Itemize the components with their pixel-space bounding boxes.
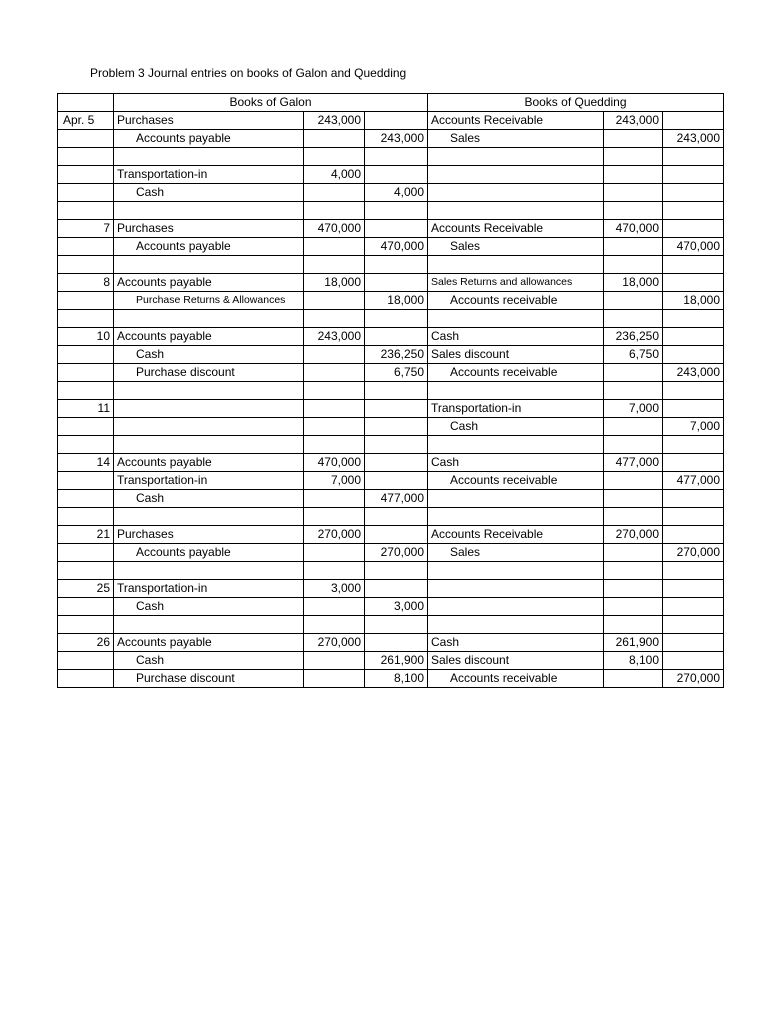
quedding-debit-cell: [604, 436, 663, 454]
quedding-debit-cell: 261,900: [604, 634, 663, 652]
journal-row: [58, 562, 724, 580]
quedding-debit-cell: [604, 544, 663, 562]
galon-account-cell: [114, 562, 304, 580]
quedding-credit-cell: [663, 508, 724, 526]
date-cell: 10: [58, 328, 114, 346]
galon-account-cell: Cash: [114, 598, 304, 616]
journal-row: [58, 166, 724, 184]
galon-credit-cell: [365, 382, 428, 400]
galon-debit-cell: 4,000: [304, 166, 365, 184]
galon-debit-cell: [304, 616, 365, 634]
date-cell: [58, 652, 114, 670]
galon-debit-cell: [304, 382, 365, 400]
quedding-debit-cell: 18,000: [604, 274, 663, 292]
galon-credit-cell: 470,000: [365, 238, 428, 256]
journal-row: [58, 544, 724, 562]
quedding-debit-cell: [604, 166, 663, 184]
galon-account-cell: Accounts payable: [114, 238, 304, 256]
galon-account-cell: Transportation-in: [114, 166, 304, 184]
journal-table: [57, 93, 724, 688]
quedding-debit-cell: 243,000: [604, 112, 663, 130]
quedding-credit-cell: [663, 202, 724, 220]
quedding-debit-cell: 7,000: [604, 400, 663, 418]
date-cell: [58, 166, 114, 184]
quedding-debit-cell: 270,000: [604, 526, 663, 544]
galon-debit-cell: [304, 202, 365, 220]
quedding-credit-cell: [663, 490, 724, 508]
quedding-account-cell: Cash: [428, 418, 604, 436]
quedding-credit-cell: 270,000: [663, 670, 724, 688]
date-cell: [58, 202, 114, 220]
quedding-account-cell: [428, 508, 604, 526]
journal-row: [58, 418, 724, 436]
quedding-debit-cell: [604, 310, 663, 328]
journal-row: [58, 382, 724, 400]
date-cell: [58, 184, 114, 202]
galon-account-cell: [114, 148, 304, 166]
date-cell: [58, 256, 114, 274]
galon-debit-cell: [304, 256, 365, 274]
date-cell: 14: [58, 454, 114, 472]
galon-account-cell: [114, 310, 304, 328]
document-title: Problem 3 Journal entries on books of Galon and Quedding: [90, 66, 407, 80]
date-cell: [58, 562, 114, 580]
galon-credit-cell: 18,000: [365, 292, 428, 310]
quedding-account-cell: Sales Returns and allowances: [428, 274, 604, 292]
galon-account-cell: Transportation-in: [114, 580, 304, 598]
journal-row: [58, 508, 724, 526]
quedding-credit-cell: [663, 616, 724, 634]
galon-account-cell: Accounts payable: [114, 634, 304, 652]
date-cell: [58, 238, 114, 256]
galon-credit-cell: [365, 634, 428, 652]
quedding-credit-cell: [663, 148, 724, 166]
quedding-account-cell: [428, 382, 604, 400]
quedding-credit-cell: [663, 526, 724, 544]
galon-account-cell: Accounts payable: [114, 274, 304, 292]
galon-credit-cell: [365, 256, 428, 274]
quedding-credit-cell: [663, 382, 724, 400]
galon-credit-cell: [365, 274, 428, 292]
date-cell: 11: [58, 400, 114, 418]
date-cell: [58, 616, 114, 634]
journal-row: [58, 184, 724, 202]
journal-row: [58, 328, 724, 346]
galon-debit-cell: [304, 490, 365, 508]
quedding-credit-cell: [663, 400, 724, 418]
galon-debit-cell: 3,000: [304, 580, 365, 598]
galon-account-cell: Transportation-in: [114, 472, 304, 490]
quedding-account-cell: Accounts receivable: [428, 364, 604, 382]
quedding-account-cell: Accounts receivable: [428, 472, 604, 490]
galon-credit-cell: [365, 166, 428, 184]
galon-debit-cell: [304, 364, 365, 382]
galon-debit-cell: 470,000: [304, 454, 365, 472]
galon-debit-cell: 270,000: [304, 526, 365, 544]
quedding-credit-cell: 243,000: [663, 130, 724, 148]
date-cell: [58, 544, 114, 562]
galon-account-cell: Purchases: [114, 112, 304, 130]
journal-row: [58, 292, 724, 310]
galon-debit-cell: 470,000: [304, 220, 365, 238]
galon-credit-cell: [365, 310, 428, 328]
galon-account-cell: [114, 400, 304, 418]
galon-debit-cell: [304, 310, 365, 328]
journal-row: [58, 220, 724, 238]
quedding-credit-cell: [663, 580, 724, 598]
journal-row: [58, 346, 724, 364]
journal-body: [58, 112, 724, 688]
quedding-account-cell: Accounts Receivable: [428, 220, 604, 238]
quedding-credit-cell: [663, 256, 724, 274]
quedding-account-cell: [428, 202, 604, 220]
quedding-account-cell: Sales: [428, 238, 604, 256]
journal-row: [58, 274, 724, 292]
quedding-account-cell: Accounts receivable: [428, 292, 604, 310]
quedding-debit-cell: [604, 598, 663, 616]
journal-row: [58, 616, 724, 634]
galon-credit-cell: [365, 112, 428, 130]
quedding-account-cell: Cash: [428, 328, 604, 346]
galon-debit-cell: 243,000: [304, 112, 365, 130]
journal-row: [58, 130, 724, 148]
quedding-debit-cell: 236,250: [604, 328, 663, 346]
galon-account-cell: Purchase discount: [114, 364, 304, 382]
journal-row: [58, 436, 724, 454]
date-cell: [58, 418, 114, 436]
quedding-credit-cell: [663, 274, 724, 292]
quedding-debit-cell: [604, 580, 663, 598]
galon-credit-cell: [365, 400, 428, 418]
quedding-credit-cell: [663, 328, 724, 346]
quedding-account-cell: [428, 490, 604, 508]
quedding-debit-cell: [604, 616, 663, 634]
quedding-credit-cell: 243,000: [663, 364, 724, 382]
quedding-credit-cell: [663, 112, 724, 130]
journal-row: [58, 634, 724, 652]
galon-credit-cell: [365, 580, 428, 598]
quedding-debit-cell: [604, 364, 663, 382]
date-cell: [58, 508, 114, 526]
galon-account-cell: [114, 418, 304, 436]
quedding-credit-cell: 270,000: [663, 544, 724, 562]
journal-row: [58, 202, 724, 220]
date-cell: [58, 670, 114, 688]
quedding-account-cell: [428, 166, 604, 184]
galon-credit-cell: 3,000: [365, 598, 428, 616]
galon-debit-cell: 243,000: [304, 328, 365, 346]
quedding-debit-cell: [604, 238, 663, 256]
date-cell: 7: [58, 220, 114, 238]
galon-credit-cell: 6,750: [365, 364, 428, 382]
quedding-debit-cell: [604, 292, 663, 310]
quedding-credit-cell: 18,000: [663, 292, 724, 310]
quedding-credit-cell: [663, 310, 724, 328]
galon-debit-cell: [304, 652, 365, 670]
journal-row: [58, 670, 724, 688]
galon-debit-cell: [304, 418, 365, 436]
quedding-account-cell: [428, 148, 604, 166]
galon-debit-cell: [304, 562, 365, 580]
date-cell: [58, 490, 114, 508]
galon-debit-cell: 18,000: [304, 274, 365, 292]
quedding-account-cell: Accounts Receivable: [428, 112, 604, 130]
galon-credit-cell: 477,000: [365, 490, 428, 508]
galon-debit-cell: [304, 436, 365, 454]
date-cell: [58, 382, 114, 400]
galon-account-cell: Accounts payable: [114, 328, 304, 346]
galon-account-cell: [114, 616, 304, 634]
galon-credit-cell: 261,900: [365, 652, 428, 670]
date-cell: 8: [58, 274, 114, 292]
journal-row: [58, 364, 724, 382]
journal-row: [58, 454, 724, 472]
galon-debit-cell: [304, 184, 365, 202]
galon-credit-cell: [365, 220, 428, 238]
quedding-account-cell: Accounts Receivable: [428, 526, 604, 544]
journal-row: [58, 256, 724, 274]
galon-debit-cell: [304, 148, 365, 166]
quedding-credit-cell: [663, 634, 724, 652]
date-cell: 21: [58, 526, 114, 544]
quedding-debit-cell: 8,100: [604, 652, 663, 670]
header-books-of-galon: Books of Galon: [114, 94, 428, 112]
quedding-debit-cell: [604, 130, 663, 148]
galon-account-cell: [114, 256, 304, 274]
journal-row: [58, 526, 724, 544]
galon-debit-cell: [304, 598, 365, 616]
galon-credit-cell: 270,000: [365, 544, 428, 562]
galon-account-cell: Accounts payable: [114, 454, 304, 472]
quedding-credit-cell: [663, 220, 724, 238]
quedding-credit-cell: [663, 166, 724, 184]
date-cell: [58, 364, 114, 382]
date-cell: 26: [58, 634, 114, 652]
journal-row: [58, 598, 724, 616]
galon-account-cell: [114, 436, 304, 454]
quedding-account-cell: [428, 184, 604, 202]
date-cell: [58, 436, 114, 454]
quedding-debit-cell: [604, 562, 663, 580]
date-cell: 25: [58, 580, 114, 598]
galon-account-cell: Cash: [114, 652, 304, 670]
galon-account-cell: [114, 508, 304, 526]
journal-row: [58, 400, 724, 418]
galon-credit-cell: [365, 508, 428, 526]
quedding-account-cell: Sales discount: [428, 652, 604, 670]
galon-credit-cell: 4,000: [365, 184, 428, 202]
galon-credit-cell: 236,250: [365, 346, 428, 364]
galon-credit-cell: [365, 472, 428, 490]
galon-credit-cell: [365, 454, 428, 472]
date-cell: [58, 598, 114, 616]
quedding-debit-cell: 470,000: [604, 220, 663, 238]
quedding-account-cell: [428, 310, 604, 328]
quedding-credit-cell: [663, 652, 724, 670]
galon-debit-cell: 270,000: [304, 634, 365, 652]
quedding-debit-cell: [604, 508, 663, 526]
quedding-debit-cell: [604, 382, 663, 400]
date-cell: [58, 292, 114, 310]
journal-row: [58, 238, 724, 256]
galon-debit-cell: [304, 400, 365, 418]
quedding-account-cell: Cash: [428, 454, 604, 472]
quedding-debit-cell: 6,750: [604, 346, 663, 364]
galon-account-cell: [114, 202, 304, 220]
galon-account-cell: Accounts payable: [114, 130, 304, 148]
header-date-cell: [58, 94, 114, 112]
quedding-account-cell: [428, 580, 604, 598]
quedding-account-cell: Sales discount: [428, 346, 604, 364]
date-cell: [58, 472, 114, 490]
date-cell: Apr. 5: [58, 112, 114, 130]
quedding-credit-cell: [663, 598, 724, 616]
quedding-account-cell: Accounts receivable: [428, 670, 604, 688]
journal-row: [58, 580, 724, 598]
quedding-credit-cell: 470,000: [663, 238, 724, 256]
galon-account-cell: Purchase discount: [114, 670, 304, 688]
galon-credit-cell: [365, 436, 428, 454]
quedding-credit-cell: [663, 184, 724, 202]
journal-row: [58, 652, 724, 670]
galon-credit-cell: [365, 562, 428, 580]
date-cell: [58, 148, 114, 166]
galon-debit-cell: [304, 292, 365, 310]
date-cell: [58, 310, 114, 328]
galon-account-cell: [114, 382, 304, 400]
quedding-account-cell: Sales: [428, 130, 604, 148]
galon-account-cell: Purchases: [114, 526, 304, 544]
quedding-credit-cell: [663, 454, 724, 472]
galon-debit-cell: [304, 238, 365, 256]
galon-credit-cell: [365, 148, 428, 166]
galon-credit-cell: [365, 418, 428, 436]
galon-debit-cell: [304, 544, 365, 562]
galon-debit-cell: [304, 346, 365, 364]
galon-credit-cell: 243,000: [365, 130, 428, 148]
quedding-account-cell: [428, 562, 604, 580]
quedding-debit-cell: [604, 184, 663, 202]
galon-account-cell: Cash: [114, 346, 304, 364]
quedding-account-cell: Sales: [428, 544, 604, 562]
quedding-debit-cell: [604, 670, 663, 688]
quedding-account-cell: [428, 616, 604, 634]
galon-credit-cell: [365, 202, 428, 220]
galon-credit-cell: 8,100: [365, 670, 428, 688]
galon-debit-cell: [304, 670, 365, 688]
quedding-debit-cell: [604, 472, 663, 490]
quedding-credit-cell: 477,000: [663, 472, 724, 490]
galon-credit-cell: [365, 328, 428, 346]
quedding-credit-cell: [663, 436, 724, 454]
quedding-debit-cell: 477,000: [604, 454, 663, 472]
quedding-debit-cell: [604, 256, 663, 274]
journal-row: [58, 472, 724, 490]
date-cell: [58, 130, 114, 148]
quedding-account-cell: Transportation-in: [428, 400, 604, 418]
journal-row: [58, 148, 724, 166]
date-cell: [58, 346, 114, 364]
quedding-account-cell: [428, 256, 604, 274]
galon-debit-cell: [304, 130, 365, 148]
quedding-account-cell: Cash: [428, 634, 604, 652]
header-books-of-quedding: Books of Quedding: [428, 94, 724, 112]
galon-account-cell: Purchase Returns & Allowances: [114, 292, 304, 310]
galon-account-cell: Cash: [114, 184, 304, 202]
galon-credit-cell: [365, 526, 428, 544]
header-row: [58, 94, 724, 112]
quedding-debit-cell: [604, 418, 663, 436]
journal-row: [58, 112, 724, 130]
quedding-debit-cell: [604, 202, 663, 220]
quedding-credit-cell: 7,000: [663, 418, 724, 436]
quedding-account-cell: [428, 598, 604, 616]
galon-debit-cell: 7,000: [304, 472, 365, 490]
quedding-debit-cell: [604, 490, 663, 508]
journal-row: [58, 490, 724, 508]
quedding-credit-cell: [663, 562, 724, 580]
galon-credit-cell: [365, 616, 428, 634]
quedding-account-cell: [428, 436, 604, 454]
galon-account-cell: Cash: [114, 490, 304, 508]
quedding-debit-cell: [604, 148, 663, 166]
quedding-credit-cell: [663, 346, 724, 364]
galon-debit-cell: [304, 508, 365, 526]
galon-account-cell: Accounts payable: [114, 544, 304, 562]
galon-account-cell: Purchases: [114, 220, 304, 238]
journal-row: [58, 310, 724, 328]
